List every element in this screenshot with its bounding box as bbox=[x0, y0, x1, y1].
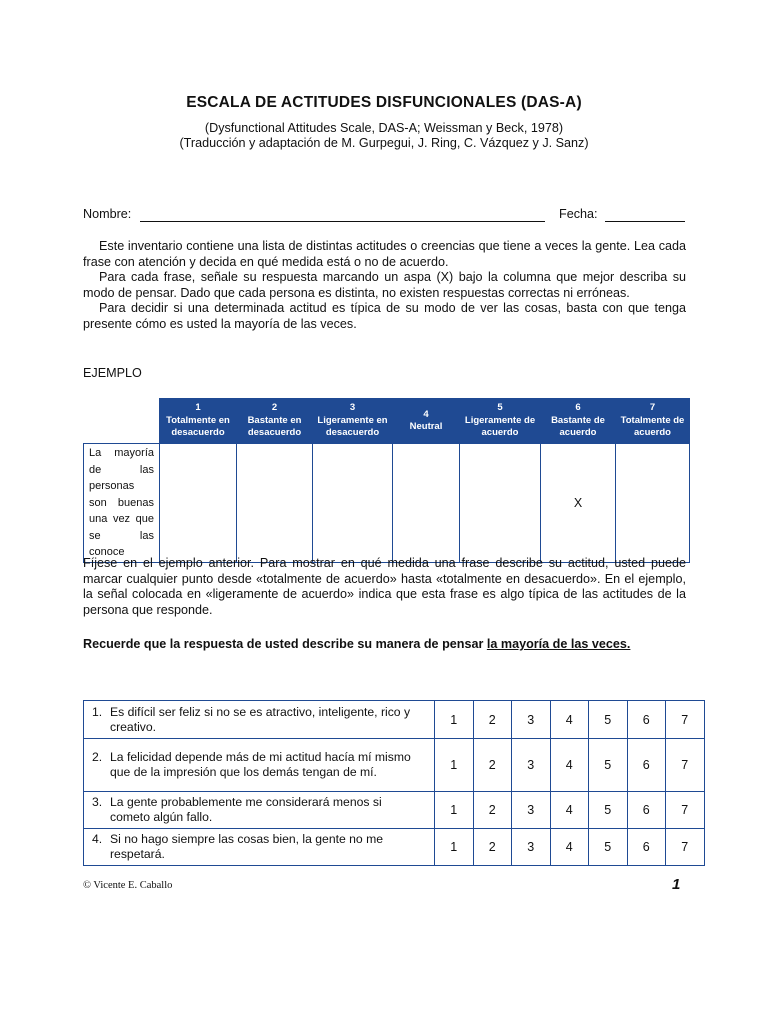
instructions-paragraph-1: Este inventario contiene una lista de distintas actitudes o creencias que tiene a veces la gente. Lea cada frase con atención y decida en qué medida está o no de acuerdo. bbox=[83, 239, 686, 269]
item-2-option-7[interactable]: 7 bbox=[666, 739, 705, 792]
item-3-option-7[interactable]: 7 bbox=[666, 792, 705, 829]
example-col-4-number: 4 bbox=[423, 408, 429, 420]
example-answer-cell-7[interactable] bbox=[616, 444, 690, 563]
example-answer-cell-4[interactable] bbox=[393, 444, 460, 563]
example-col-5-label: Ligeramente de acuerdo bbox=[464, 414, 536, 439]
example-col-5-number: 5 bbox=[497, 402, 503, 414]
item-3-option-5[interactable]: 5 bbox=[589, 792, 628, 829]
reminder-underlined: la mayoría de las veces. bbox=[486, 637, 631, 651]
example-col-3-label: Ligeramente en desacuerdo bbox=[317, 414, 388, 439]
item-1-option-7[interactable]: 7 bbox=[666, 701, 705, 739]
reminder-text: Recuerde que la respuesta de usted describe su manera de pensar bbox=[83, 637, 487, 651]
item-3-option-3[interactable]: 3 bbox=[512, 792, 551, 829]
example-label: EJEMPLO bbox=[83, 366, 142, 380]
example-col-5 bbox=[460, 399, 541, 444]
item-1-option-3[interactable]: 3 bbox=[512, 701, 551, 739]
item-2-option-1[interactable]: 1 bbox=[435, 739, 474, 792]
example-col-6-label: Bastante de acuerdo bbox=[551, 414, 605, 439]
document-subtitle-source: (Dysfunctional Attitudes Scale, DAS-A; Weissman y Beck, 1978) bbox=[204, 121, 564, 135]
example-col-1 bbox=[160, 399, 237, 444]
reminder-note bbox=[83, 636, 686, 653]
example-col-2-number: 2 bbox=[271, 402, 278, 414]
item-2-option-2[interactable]: 2 bbox=[473, 739, 512, 792]
item-4-option-6[interactable]: 6 bbox=[627, 829, 666, 866]
item-row bbox=[84, 701, 705, 739]
example-col-7-label: Totalmente de acuerdo bbox=[620, 414, 685, 439]
instructions-paragraph-3: Para decidir si una determinada actitud es típica de su modo de ver las cosas, basta con que tenga presente cómo es usted la mayoría de las veces. bbox=[83, 301, 686, 331]
document-title: ESCALA DE ACTITUDES DISFUNCIONALES (DAS-A) bbox=[186, 94, 582, 111]
item-3-option-1[interactable]: 1 bbox=[435, 792, 474, 829]
example-col-6 bbox=[541, 399, 616, 444]
example-col-6-number: 6 bbox=[575, 402, 581, 414]
name-label: Nombre: bbox=[83, 207, 132, 221]
item-question bbox=[84, 701, 435, 739]
item-2-option-6[interactable]: 6 bbox=[627, 739, 666, 792]
item-4-option-2[interactable]: 2 bbox=[473, 829, 512, 866]
item-3-option-4[interactable]: 4 bbox=[550, 792, 589, 829]
page-number: 1 bbox=[672, 876, 681, 893]
example-answer-cell-2[interactable] bbox=[237, 444, 313, 563]
item-4-option-5[interactable]: 5 bbox=[589, 829, 628, 866]
example-col-1-number: 1 bbox=[195, 402, 201, 414]
item-number: 3. bbox=[92, 795, 103, 809]
item-row bbox=[84, 739, 705, 792]
item-3-option-2[interactable]: 2 bbox=[473, 792, 512, 829]
item-3-option-6[interactable]: 6 bbox=[627, 792, 666, 829]
item-2-option-5[interactable]: 5 bbox=[589, 739, 628, 792]
example-header-blank bbox=[84, 399, 160, 444]
example-col-4 bbox=[393, 399, 460, 444]
item-text: La gente probablemente me considerará menos si cometo algún fallo. bbox=[110, 795, 382, 824]
item-number: 4. bbox=[92, 832, 103, 846]
item-1-option-4[interactable]: 4 bbox=[550, 701, 589, 739]
item-question bbox=[84, 829, 435, 866]
example-col-7 bbox=[616, 399, 690, 444]
item-2-option-4[interactable]: 4 bbox=[550, 739, 589, 792]
example-item-text: La mayoría de las personas son buenas una vez que se las conoce bbox=[84, 444, 160, 563]
example-col-2-label: Bastante en desacuerdo bbox=[247, 414, 302, 439]
item-number: 1. bbox=[92, 704, 103, 719]
item-4-option-3[interactable]: 3 bbox=[512, 829, 551, 866]
item-row bbox=[84, 829, 705, 866]
item-4-option-7[interactable]: 7 bbox=[666, 829, 705, 866]
name-field-line[interactable] bbox=[140, 221, 545, 222]
instructions bbox=[83, 239, 686, 332]
item-row bbox=[84, 792, 705, 829]
copyright-footer: © Vicente E. Caballo bbox=[83, 880, 173, 891]
item-1-option-2[interactable]: 2 bbox=[473, 701, 512, 739]
instructions-paragraph-2: Para cada frase, señale su respuesta marcando un aspa (X) bajo la columna que mejor describa su modo de pensar. Dado que cada persona es distinta, no existen respuestas correctas ni erróneas. bbox=[83, 270, 686, 300]
example-explanation bbox=[83, 556, 686, 618]
example-item-row bbox=[84, 444, 690, 563]
item-question bbox=[84, 792, 435, 829]
item-1-option-1[interactable]: 1 bbox=[435, 701, 474, 739]
example-answer-cell-6[interactable]: X bbox=[541, 444, 616, 563]
item-1-option-6[interactable]: 6 bbox=[627, 701, 666, 739]
document-subtitle-translation: (Traducción y adaptación de M. Gurpegui, J. Ring, C. Vázquez y J. Sanz) bbox=[179, 136, 589, 150]
date-label: Fecha: bbox=[559, 207, 598, 221]
items-table bbox=[83, 700, 705, 866]
item-text: Si no hago siempre las cosas bien, la gente no me respetará. bbox=[110, 832, 384, 861]
example-col-7-number: 7 bbox=[649, 402, 656, 414]
example-answer-cell-1[interactable] bbox=[160, 444, 237, 563]
item-text: Es difícil ser feliz si no se es atractivo, inteligente, rico y creativo. bbox=[110, 704, 411, 734]
example-col-3-number: 3 bbox=[349, 402, 356, 414]
item-question bbox=[84, 739, 435, 792]
item-number: 2. bbox=[92, 750, 103, 764]
item-text: La felicidad depende más de mi actitud hacía mí mismo que de la impresión que los demás tengan de mí. bbox=[110, 750, 411, 779]
example-answer-cell-5[interactable] bbox=[460, 444, 541, 563]
example-answer-cell-3[interactable] bbox=[313, 444, 393, 563]
example-table bbox=[83, 398, 690, 563]
example-col-4-label: Neutral bbox=[409, 421, 443, 432]
item-2-option-3[interactable]: 3 bbox=[512, 739, 551, 792]
example-col-1-label: Totalmente en desacuerdo bbox=[166, 414, 230, 439]
name-date-row bbox=[83, 207, 686, 225]
date-field-line[interactable] bbox=[605, 221, 685, 222]
item-1-option-5[interactable]: 5 bbox=[589, 701, 628, 739]
example-col-3 bbox=[313, 399, 393, 444]
item-4-option-4[interactable]: 4 bbox=[550, 829, 589, 866]
example-col-2 bbox=[237, 399, 313, 444]
item-4-option-1[interactable]: 1 bbox=[435, 829, 474, 866]
example-explanation-paragraph: Fíjese en el ejemplo anterior. Para mostrar en qué medida una frase describe su actitud, usted puede marcar cualquier punto desde «totalmente de acuerdo» hasta «totalmente en desacuerdo». En el ejemplo, la señal colocada en «ligeramente de acuerdo» indica que esta frase es algo típica de las actitudes de la persona que responde. bbox=[83, 556, 686, 617]
example-header-row bbox=[84, 399, 690, 444]
